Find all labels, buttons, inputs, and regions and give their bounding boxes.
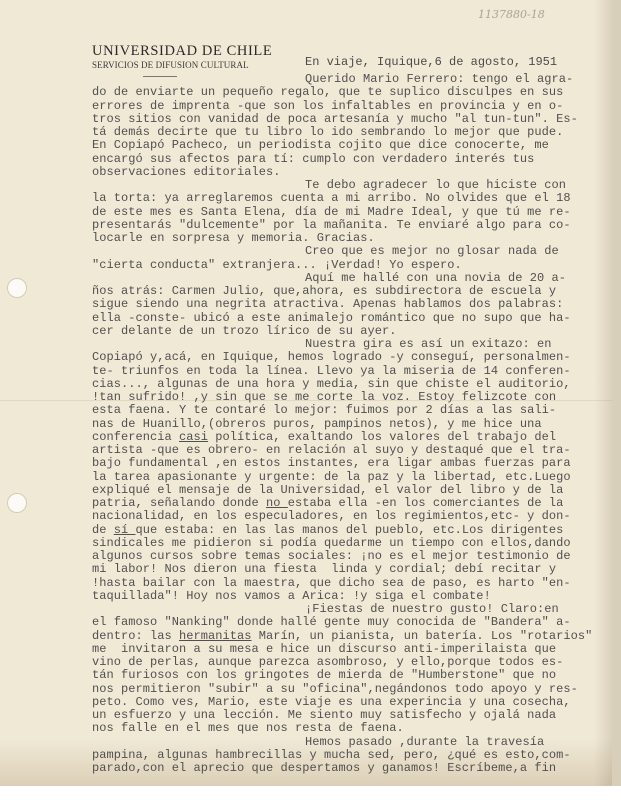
line-text: observaciones editoriales. [92, 164, 281, 179]
line-text: cias..., algunas de una hora y media, sin que chiste el auditorio, [92, 376, 571, 391]
line-text: esta faena. Y te contaré lo mejor: fuimos por 2 días a las sali- [92, 403, 557, 418]
text-line [92, 206, 592, 219]
punch-hole [7, 493, 27, 513]
line-text: nos falle en el mes que nos resta de faena. [92, 721, 404, 736]
line-text: Hemos pasado ,durante la travesía [305, 734, 545, 749]
line-text: sigue siendo una negrita atractiva. Apenas hablamos dos palabras: [92, 297, 564, 312]
line-text: !hasta bailar con la maestra, que dicho sea de paso, es harto "en- [92, 575, 571, 590]
line-text: ella -conste- ubicó a este animalejo romántico que no supo que ha- [92, 310, 571, 325]
line-text: tá demás decirte que tu libro lo ido sembrando lo mejor que pude. [92, 125, 564, 139]
line-text: nas de Huanillo,(obreros puros, pampinos netos), y me hice una [92, 416, 542, 431]
line-text: ños atrás: Carmen Julio, que,ahora, es subdirectora de escuela y [92, 284, 557, 298]
text-line [92, 272, 592, 285]
archive-number: 1137880-18 [478, 8, 545, 21]
line-text: Aquí me hallé con una novia de 20 a- [305, 270, 567, 285]
text-line [92, 325, 592, 338]
line-text: nos permitieron "subir" a su "oficina",negándonos todo apoyo y res- [92, 681, 578, 696]
text-line [92, 510, 592, 523]
line-text: que estaba: en las las manos del pueblo, etc.Los dirigentes [135, 522, 564, 537]
line-text: do de enviarte un pequeño regalo, que te suplico disculpes en sus [92, 85, 564, 100]
line-text: el famoso "Nanking" donde hallé gente muy conocida de "Bandera" a- [92, 615, 571, 630]
text-line [92, 550, 592, 563]
line-text: de [92, 522, 114, 537]
line-text: sindicales me pidieron si podía quedarme un tiempo con ellos,dando [92, 535, 571, 550]
text-line [92, 497, 592, 510]
underlined-word: no [266, 496, 288, 510]
line-text: mi labor! Nos dieron una fiesta linda y cordial; debí recitar y [92, 562, 557, 577]
line-text: te- triunfos en toda la línea. Llevo ya la miseria de 14 conferen- [92, 363, 571, 378]
line-text: parado,con el aprecio que despertamos y ganamos! Escríbeme,a fin [92, 761, 557, 775]
text-line [92, 696, 592, 709]
text-line [92, 86, 592, 99]
line-text: pampina, algunas hambrecillas y mucha sed, pero, ¿qué es esto,com- [92, 747, 571, 762]
letterhead-institution: UNIVERSIDAD DE CHILE [92, 43, 273, 59]
line-text: errores de imprenta -que son los infaltables en provincia y en o- [92, 98, 564, 113]
text-line [92, 630, 592, 643]
text-line [92, 683, 592, 696]
line-text: En Copiapó Pacheco, un periodista cojito que dice conocerte, me [92, 138, 549, 153]
line-text: cer delante de un trozo lírico de su ayer. [92, 323, 397, 338]
line-text: política, exaltando los valores del trabajo del [208, 429, 557, 444]
text-line [92, 722, 592, 735]
line-text: estaba ella -en los comerciantes de la [287, 496, 564, 510]
line-text: locarle en sorpresa y memoria. Gracias. [92, 231, 375, 245]
text-line [92, 418, 592, 431]
line-text: conferencia [92, 429, 180, 444]
text-line [92, 484, 592, 497]
text-line [92, 603, 592, 616]
line-text: tán furiosos con los gringotes de mierda de "Humberstone" que no [92, 668, 557, 683]
text-line [92, 444, 592, 457]
text-line [92, 219, 592, 232]
date-line: En viaje, Iquique,6 de agosto, 1951 [305, 55, 558, 69]
text-line [92, 166, 592, 179]
line-text: bajo fundamental ,en estos instantes, era ligar ambas fuerzas para [92, 456, 571, 471]
text-line [92, 404, 592, 417]
line-text: me invitaron a su mesa e hice un discurso anti-imperilaista que [92, 641, 557, 656]
line-text: Creo que es mejor no glosar nada de [305, 244, 559, 259]
line-text: !tan sufrido! ,y sin que se me corte la voz. Estoy felizcote con [92, 390, 557, 404]
text-line [92, 259, 592, 272]
line-text: patria, señalando donde [92, 496, 267, 510]
text-line [92, 577, 592, 590]
line-text: ¡Fiestas de nuestro gusto! Claro:en [305, 602, 559, 616]
text-line [92, 312, 592, 325]
line-text: presentarás "dulcemente" por la mañanita. Te enviaré algo para co- [92, 217, 571, 232]
text-line [92, 139, 592, 152]
underlined-word: sí [113, 522, 136, 537]
line-text: la tarea apasionante y urgente: de la paz y la libertad, etc.Luego [92, 469, 571, 484]
text-line [92, 351, 592, 364]
line-text: tros sitios con vanidad de poca artesanía y mucho "al tun-tun". Es- [92, 111, 578, 126]
underlined-word: hermanitas [179, 628, 252, 643]
line-text: peto. Como ves, Mario, este viaje es una experincia y una cosecha, [92, 694, 571, 709]
text-line [92, 232, 592, 245]
text-line [92, 431, 592, 444]
text-line [92, 285, 592, 298]
line-text: vino de perlas, aunque parezca asombroso, y ello,porque todos es- [92, 655, 564, 669]
line-text: un esfuerzo y una lección. Me siento muy satisfecho y ojalá nada [92, 708, 557, 722]
line-text: encargó sus afectos para tí: cumplo con verdadero interés tus [92, 151, 535, 166]
text-line [92, 524, 592, 537]
text-line [92, 457, 592, 470]
text-line [92, 656, 592, 669]
text-line [92, 471, 592, 484]
text-line [92, 762, 592, 775]
line-text: nacionalidad, en los especuladores, en los regimientos,etc- y don- [92, 509, 571, 524]
line-text: dentro: las [92, 628, 180, 643]
text-line [92, 245, 592, 258]
line-text: Te debo agradecer lo que hiciste con [305, 178, 567, 192]
line-text: expliqué el mensaje de la Universidad, el valor del libro y de la [92, 482, 564, 497]
line-text: Nuestra gira es así un exitazo: en [305, 337, 552, 351]
line-text: taquillada"! Hoy nos vamos a Arica: !y siga el combate! [92, 588, 491, 603]
underlined-word: casi [179, 429, 209, 444]
text-line [92, 100, 592, 113]
text-line [92, 153, 592, 166]
text-line [92, 126, 592, 139]
text-line [92, 616, 592, 629]
line-text: Marín, un pianista, un batería. Los "rotarios" [251, 628, 593, 643]
text-line [92, 73, 592, 86]
line-text: algunos cursos sobre temas sociales: ¡no es el mejor testimonio de [92, 549, 571, 563]
text-line [92, 192, 592, 205]
scan-edge [612, 0, 621, 786]
line-text: "cierta conducta" extranjera... ¡Verdad! Yo espero. [92, 257, 462, 272]
text-line [92, 736, 592, 749]
line-text: la torta: ya arreglaremos cuenta a mi arribo. No olvides que el 18 [92, 191, 571, 206]
text-line [92, 669, 592, 682]
text-line [92, 749, 592, 762]
text-line [92, 365, 592, 378]
text-line [92, 643, 592, 656]
letter-body [92, 73, 592, 775]
text-line [92, 179, 592, 192]
line-text: Copiapó y,acá, en Iquique, hemos logrado -y conseguí, personalmen- [92, 350, 571, 365]
text-line [92, 298, 592, 311]
text-line [92, 563, 592, 576]
punch-hole [7, 278, 27, 298]
text-line [92, 391, 592, 404]
text-line [92, 378, 592, 391]
letterhead-department: SERVICIOS DE DIFUSION CULTURAL [92, 60, 249, 70]
text-line [92, 709, 592, 722]
text-line [92, 113, 592, 126]
text-line [92, 537, 592, 550]
text-line [92, 338, 592, 351]
line-text: de este mes es Santa Elena, día de mi Madre Ideal, y que tú me re- [92, 204, 571, 219]
text-line [92, 590, 592, 603]
line-text: artista -que es obrero- en relación al suyo y destaqué que el tra- [92, 443, 571, 457]
line-text: Querido Mario Ferrero: tengo el agra- [305, 72, 574, 86]
